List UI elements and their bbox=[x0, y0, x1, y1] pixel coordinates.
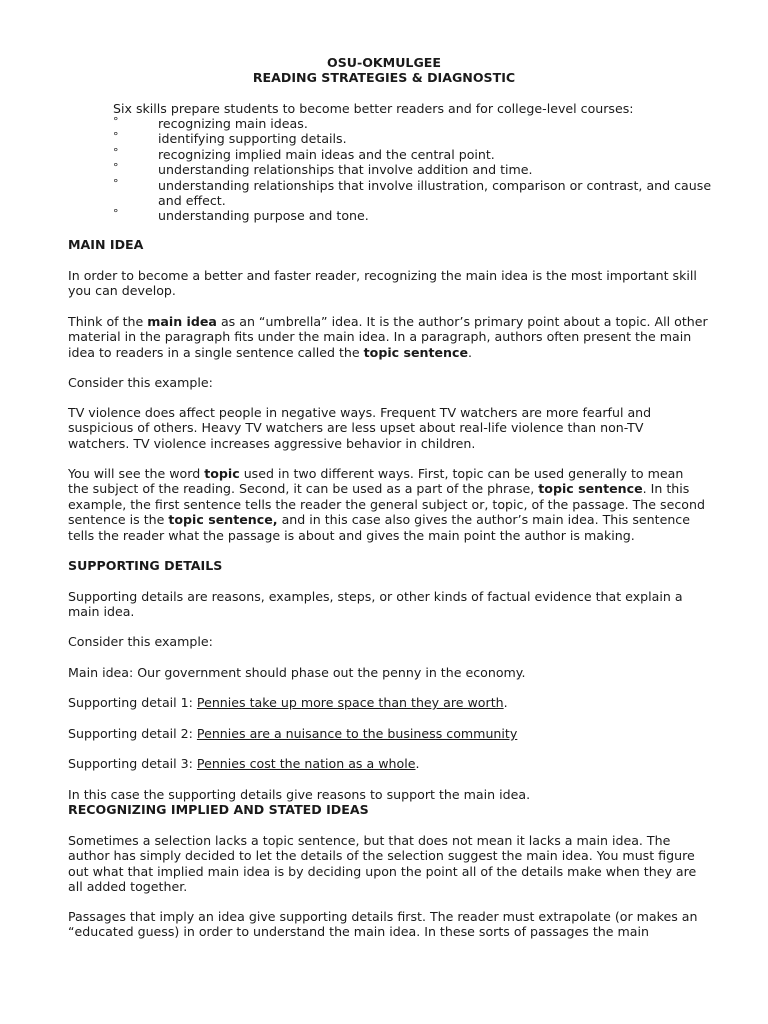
bullet-marker: ° bbox=[113, 130, 119, 144]
term-topic-sentence: topic sentence bbox=[538, 481, 643, 497]
tv-violence-example: TV violence does affect people in negative ways. Frequent TV watchers are more fearful and suspicious of others. Heavy TV watchers are less upset about real-life violence than non-TV watchers. TV violence increases aggressive behavior in children. bbox=[68, 405, 652, 451]
list-item bbox=[113, 208, 713, 223]
consider-example-label: Consider this example: bbox=[68, 634, 213, 649]
main-idea-paragraph-2: Think of the main idea as an “umbrella” idea. It is the author’s primary point about a topic. All other material in the paragraph fits under the main idea. In a paragraph, authors often present the main idea to readers in a single sentence called the topic sentence. bbox=[68, 314, 708, 360]
list-item bbox=[113, 178, 713, 209]
supporting-details-heading: SUPPORTING DETAILS bbox=[68, 558, 223, 573]
skill-text: understanding relationships that involve addition and time. bbox=[158, 162, 533, 178]
main-idea-paragraph-3: You will see the word topic used in two different ways. First, topic can be used generally to mean the subject of the reading. Second, it can be used as a part of the phrase, topic sentence. In this example, the first sentence tells the reader the general subject or, topic, of the passage. The second sentence is the topic sentence, and in this case also gives the author’s main idea. This sentence tells the reader what the passage is about and gives the main point the author is making. bbox=[68, 466, 705, 543]
document-title-subject: READING STRATEGIES & DIAGNOSTIC bbox=[252, 70, 516, 85]
main-idea-example-line: Main idea: Our government should phase out the penny in the economy. bbox=[68, 665, 526, 680]
skill-text: understanding relationships that involve illustration, comparison or contrast, and cause and effect. bbox=[158, 177, 712, 209]
implied-ideas-paragraph-1: Sometimes a selection lacks a topic sentence, but that does not mean it lacks a main idea. The author has simply decided to let the details of the selection suggest the main idea. You must figure out what that implied main idea is by deciding upon the point all of the details make when they are all added together. bbox=[68, 833, 697, 895]
main-idea-heading: MAIN IDEA bbox=[68, 237, 144, 252]
bullet-marker: ° bbox=[113, 115, 119, 128]
skills-intro: Six skills prepare students to become better readers and for college-level courses: bbox=[113, 101, 634, 116]
list-item bbox=[113, 147, 713, 162]
bullet-marker: ° bbox=[113, 176, 119, 190]
implied-ideas-paragraph-2: Passages that imply an idea give supporting details first. The reader must extrapolate (or makes an “educated guess) in order to understand the main idea. In these sorts of passages the main bbox=[68, 909, 698, 940]
document-title-institution: OSU-OKMULGEE bbox=[326, 55, 442, 70]
supporting-detail-1: Supporting detail 1: Pennies take up more space than they are worth. bbox=[68, 695, 508, 710]
implied-ideas-heading: RECOGNIZING IMPLIED AND STATED IDEAS bbox=[68, 802, 369, 817]
supporting-details-paragraph: Supporting details are reasons, examples, steps, or other kinds of factual evidence that explain a main idea. bbox=[68, 589, 683, 620]
main-idea-paragraph-1: In order to become a better and faster reader, recognizing the main idea is the most important skill you can develop. bbox=[68, 268, 697, 299]
bullet-marker: ° bbox=[113, 161, 119, 175]
skill-text: understanding purpose and tone. bbox=[158, 208, 369, 224]
supporting-detail-2: Supporting detail 2: Pennies are a nuisance to the business community bbox=[68, 726, 518, 741]
supporting-detail-3: Supporting detail 3: Pennies cost the nation as a whole. bbox=[68, 756, 420, 771]
term-main-idea: main idea bbox=[147, 314, 217, 329]
list-item bbox=[113, 162, 713, 177]
consider-example-label: Consider this example: bbox=[68, 375, 213, 390]
term-topic-sentence: topic sentence, bbox=[168, 512, 278, 528]
term-topic: topic bbox=[204, 466, 240, 481]
skill-text: identifying supporting details. bbox=[158, 131, 347, 147]
term-topic-sentence: topic sentence bbox=[363, 344, 469, 360]
supporting-details-conclusion: In this case the supporting details give reasons to support the main idea. bbox=[68, 787, 531, 802]
skill-text: recognizing main ideas. bbox=[158, 116, 308, 131]
skill-text: recognizing implied main ideas and the central point. bbox=[158, 146, 495, 162]
list-item bbox=[113, 116, 713, 131]
list-item bbox=[113, 131, 713, 146]
bullet-marker: ° bbox=[113, 145, 119, 159]
bullet-marker: ° bbox=[113, 207, 119, 221]
skills-list bbox=[113, 116, 713, 224]
